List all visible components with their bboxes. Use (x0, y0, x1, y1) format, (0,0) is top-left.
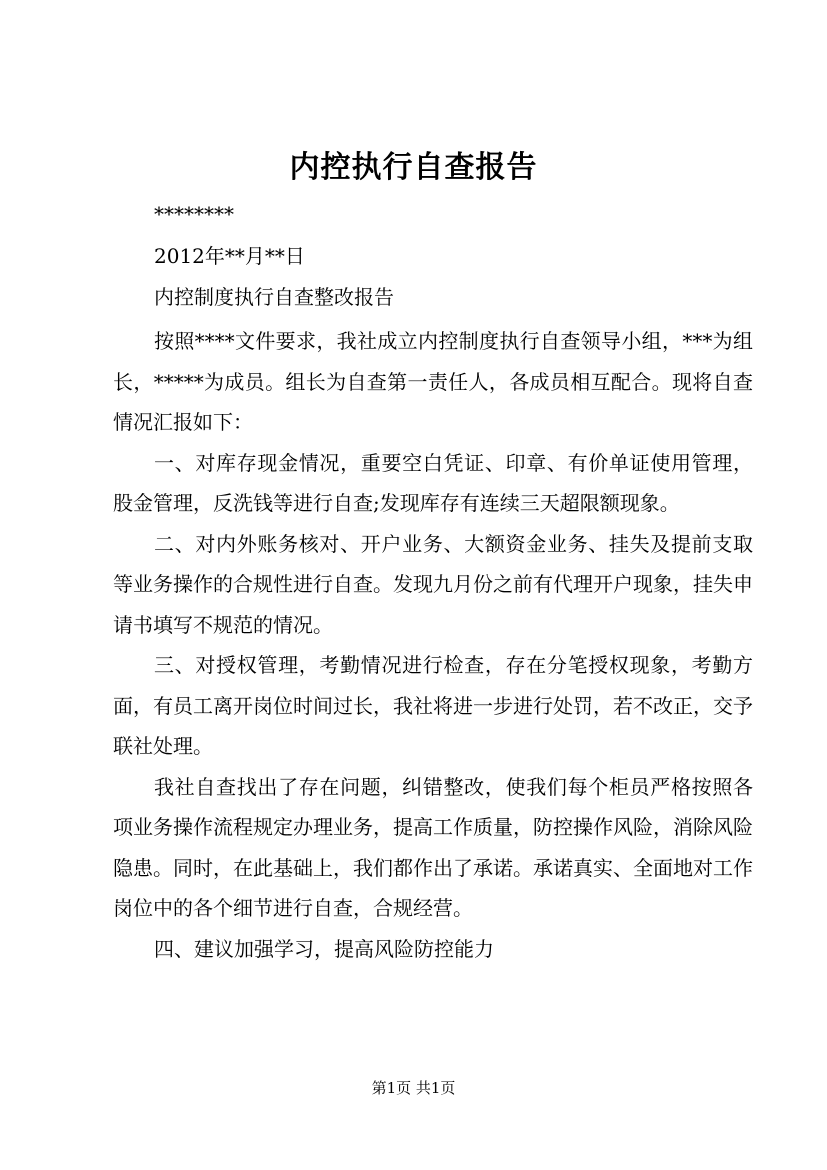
paragraph-item-3: 三、对授权管理，考勤情况进行检查，存在分笔授权现象，考勤方面，有员工离开岗位时间过长，我社将进一步进行处罚，若不改正，交予联社处理。 (113, 653, 753, 758)
page-footer: 第1页 共1页 (371, 1079, 456, 1097)
paragraph-item-2: 二、对内外账务核对、开户业务、大额资金业务、挂失及提前支取等业务操作的合规性进行自查。发现九月份之前有代理开户现象，挂失申请书填写不规范的情况。 (113, 531, 753, 637)
masked-name: ******** (154, 202, 234, 226)
paragraph-intro: 按照****文件要求，我社成立内控制度执行自查领导小组，***为组长，*****为成员。组长为自查第一责任人，各成员相互配合。现将自查情况汇报如下： (113, 329, 753, 434)
paragraph-summary: 我社自查找出了存在问题，纠错整改，使我们每个柜员严格按照各项业务操作流程规定办理业务，提高工作质量，防控操作风险，消除风险隐患。同时，在此基础上，我们都作出了承诺。承诺真实、全面地对工作岗位中的各个细节进行自查，合规经营。 (113, 774, 753, 920)
document-title: 内控执行自查报告 (289, 150, 538, 185)
paragraph-item-4: 四、建议加强学习，提高风险防控能力 (154, 936, 494, 961)
document-subtitle: 内控制度执行自查整改报告 (154, 285, 394, 309)
document-date: 2012年**月**日 (154, 244, 305, 268)
document-body (113, 321, 753, 969)
paragraph-item-1: 一、对库存现金情况，重要空白凭证、印章、有价单证使用管理，股金管理，反洗钱等进行自查;发现库存有连续三天超限额现象。 (113, 450, 753, 515)
